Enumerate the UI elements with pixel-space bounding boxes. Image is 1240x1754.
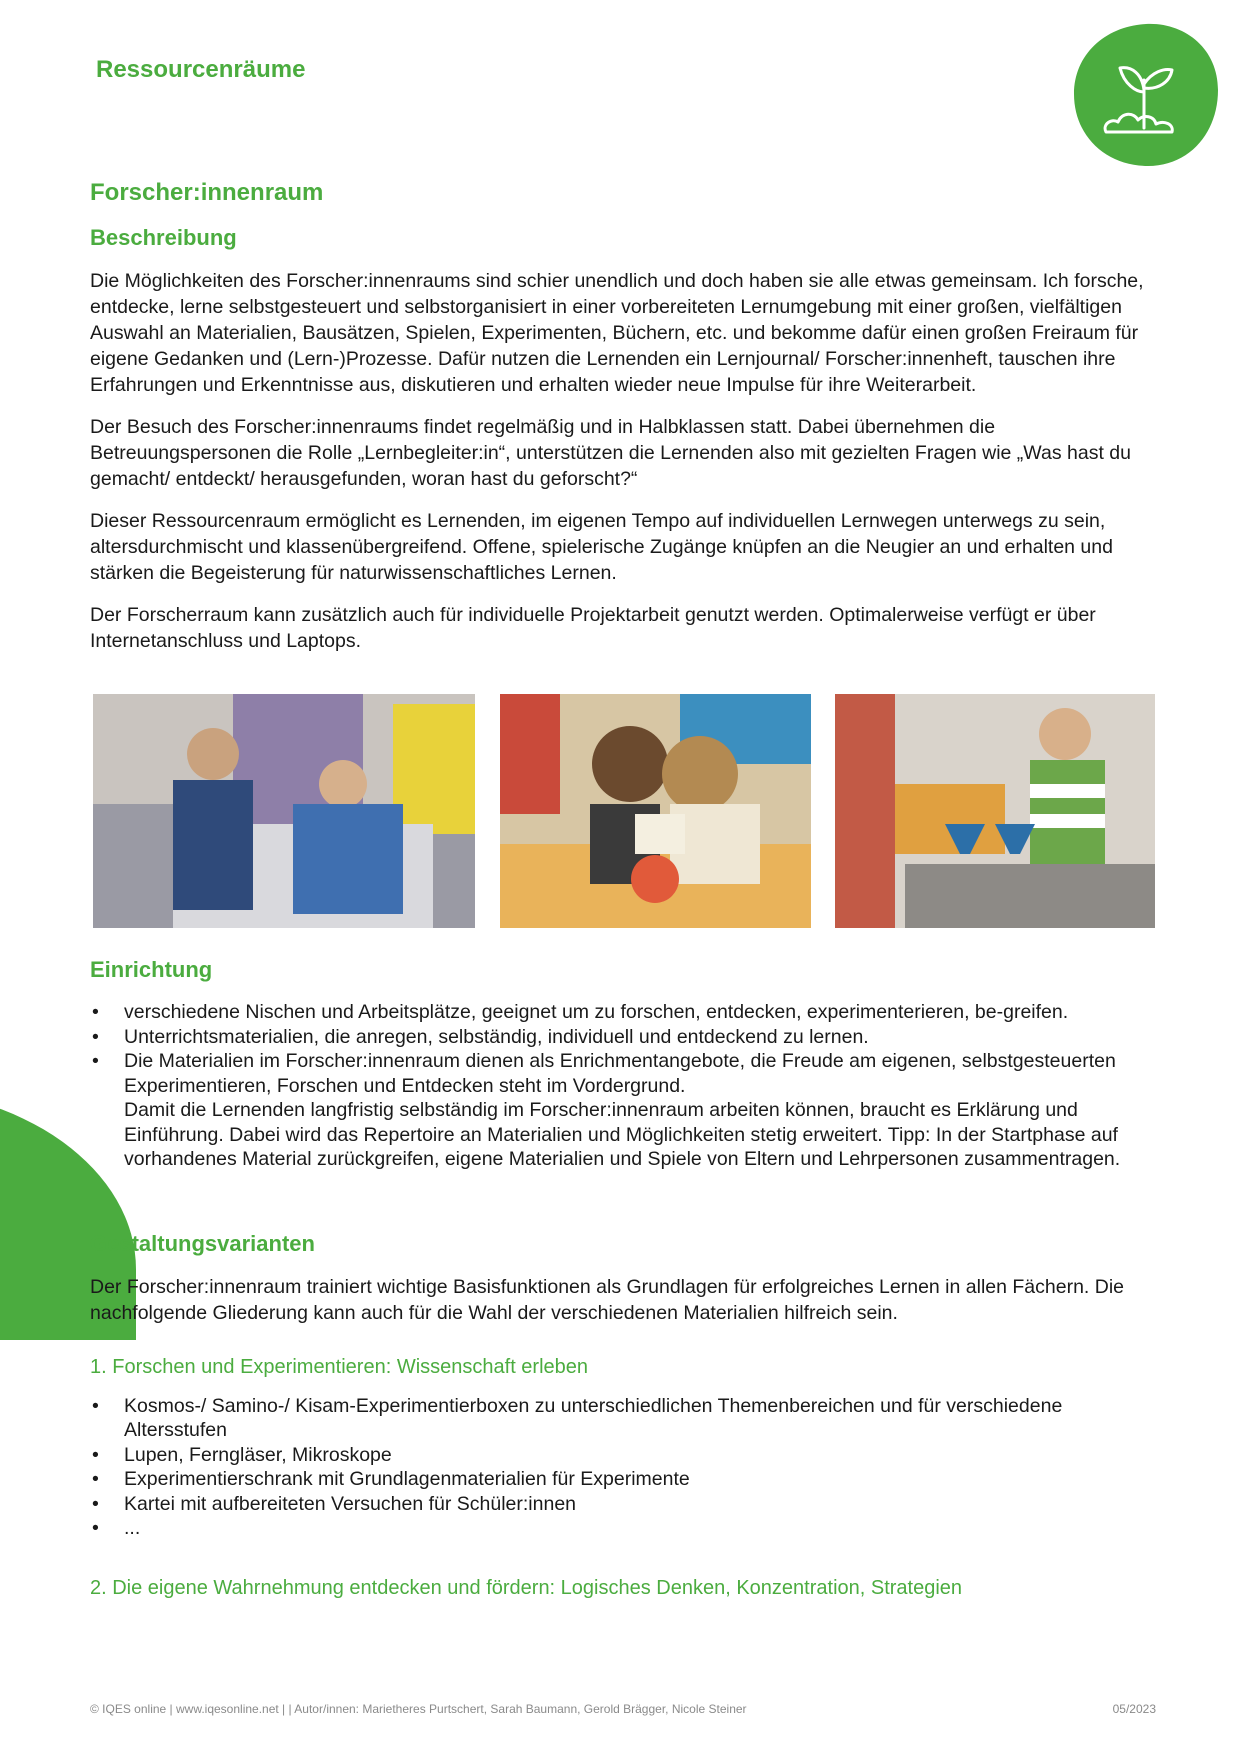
list-item bbox=[90, 1000, 1148, 1025]
photo-strip bbox=[93, 694, 1148, 930]
list-item-text: Experimentierschrank mit Grundlagenmaterialien für Experimente bbox=[124, 1468, 690, 1490]
section-2-title: 2. Die eigene Wahrnehmung entdecken und fördern: Logisches Denken, Konzentration, Strategien bbox=[90, 1576, 963, 1599]
list-item bbox=[90, 1467, 1148, 1492]
description-paragraph: Die Möglichkeiten des Forscher:innenraums sind schier unendlich und doch haben sie alle etwas gemeinsam. Ich forsche, entdecke, lerne selbstgesteuert und selbstorganisiert in einer vorbereiteten Lernumgebung mit einer großen, vielfältigen Auswahl an Materialien, Bausätzen, Spielen, Experimenten, Büchern, etc. und bekomme dafür einen großen Freiraum für eigene Gedanken und (Lern-)Prozesse. Dafür nutzen die Lernenden ein Lernjournal/ Forscher:innenheft, tauschen ihre Erfahrungen und Erkenntnisse aus, diskutieren und erhalten wieder neue Impulse für ihre Weiterarbeit. bbox=[90, 270, 1144, 396]
list-item-text: Kartei mit aufbereiteten Versuchen für Schüler:innen bbox=[124, 1492, 577, 1515]
header-title: Ressourcenräume bbox=[96, 56, 306, 83]
bullet-marker: • bbox=[92, 1394, 99, 1417]
variants-intro: Der Forscher:innenraum trainiert wichtige Basisfunktionen als Grundlagen für erfolgreiches Lernen in allen Fächern. Die nachfolgende Gliederung kann auch für die Wahl der verschiedenen Materialien hilfreich sein. bbox=[90, 1275, 1125, 1324]
list-item-text: Unterrichtsmaterialien, die anregen, selbständig, individuell und entdeckend zu lernen. bbox=[124, 1025, 869, 1048]
bullet-marker: • bbox=[92, 1517, 99, 1539]
description-paragraph: Der Besuch des Forscher:innenraums findet regelmäßig und in Halbklassen statt. Dabei übernehmen die Betreuungspersonen die Rolle „Lernbegleiter:in“, unterstützen die Lernenden also mit gezielten Fragen wie „Was hast du gemacht/ entdeckt/ herausgefunden, woran hast du geforscht?“ bbox=[90, 416, 1131, 490]
list-item bbox=[90, 1516, 1148, 1541]
photo-two-girls-reading bbox=[500, 694, 811, 928]
footer-date: 05/2023 bbox=[1112, 1702, 1156, 1716]
setup-heading: Einrichtung bbox=[90, 957, 213, 982]
bullet-marker: • bbox=[92, 1025, 99, 1048]
footer bbox=[90, 1702, 1156, 1716]
list-item bbox=[90, 1443, 1148, 1468]
seedling-logo-icon bbox=[1072, 20, 1220, 168]
section-1-list bbox=[90, 1394, 1148, 1541]
bullet-marker: • bbox=[92, 1050, 99, 1072]
bullet-marker: • bbox=[92, 1492, 99, 1515]
list-item bbox=[90, 1394, 1148, 1443]
room-title: Forscher:innenraum bbox=[90, 179, 324, 206]
photo-boy-with-funnels bbox=[835, 694, 1155, 928]
bullet-marker: • bbox=[92, 1468, 99, 1490]
list-item-text: verschiedene Nischen und Arbeitsplätze, geeignet um zu forschen, entdecken, experimenterieren, be-greifen. bbox=[124, 1001, 1069, 1023]
list-item-text: Lupen, Ferngläser, Mikroskope bbox=[124, 1443, 392, 1466]
main-content bbox=[90, 178, 1148, 1615]
list-item bbox=[90, 1049, 1148, 1098]
list-item bbox=[90, 1492, 1148, 1517]
setup-list bbox=[90, 1000, 1148, 1098]
description-paragraph: Dieser Ressourcenraum ermöglicht es Lernenden, im eigenen Tempo auf individuellen Lernwegen unterwegs zu sein, altersdurchmischt und klassenübergreifend. Offene, spielerische Zugänge knüpfen an die Neugier an und erhalten und stärken die Begeisterung für naturwissenschaftliches Lernen. bbox=[90, 510, 1113, 584]
footer-credits: © IQES online | www.iqesonline.net | | Autor/innen: Marietheres Purtschert, Sarah Baumann, Gerold Brägger, Nicole Steiner bbox=[90, 1702, 747, 1716]
setup-continuation: Damit die Lernenden langfristig selbständig im Forscher:innenraum arbeiten können, braucht es Erklärung und Einführung. Dabei wird das Repertoire an Materialien und Möglichkeiten stetig erweitert. Tipp: In der Startphase auf vorhandenes Material zurückgreifen, eigene Materialien und Spiele von Eltern und Lehrpersonen zusammentragen. bbox=[124, 1099, 1121, 1170]
description-paragraph: Der Forscherraum kann zusätzlich auch für individuelle Projektarbeit genutzt werden. Optimalerweise verfügt er über Internetanschluss und Laptops. bbox=[90, 604, 1096, 652]
variants-heading: Gestaltungsvarianten bbox=[90, 1230, 315, 1256]
list-item-text: Die Materialien im Forscher:innenraum dienen als Enrichmentangebote, die Freude am eigenen, selbstgesteuerten Experimentieren, Forschen und Entdecken steht im Vordergrund. bbox=[124, 1050, 1116, 1097]
photo-children-at-table bbox=[93, 694, 475, 928]
list-item-text: ... bbox=[124, 1517, 141, 1539]
list-item bbox=[90, 1025, 1148, 1050]
bullet-marker: • bbox=[92, 1443, 99, 1466]
section-1-title: 1. Forschen und Experimentieren: Wissenschaft erleben bbox=[90, 1355, 589, 1378]
bullet-marker: • bbox=[92, 1001, 99, 1023]
list-item-text: Kosmos-/ Samino-/ Kisam-Experimentierboxen zu unterschiedlichen Themenbereichen und für verschiedene Altersstufen bbox=[124, 1394, 1063, 1441]
description-heading: Beschreibung bbox=[90, 225, 237, 250]
